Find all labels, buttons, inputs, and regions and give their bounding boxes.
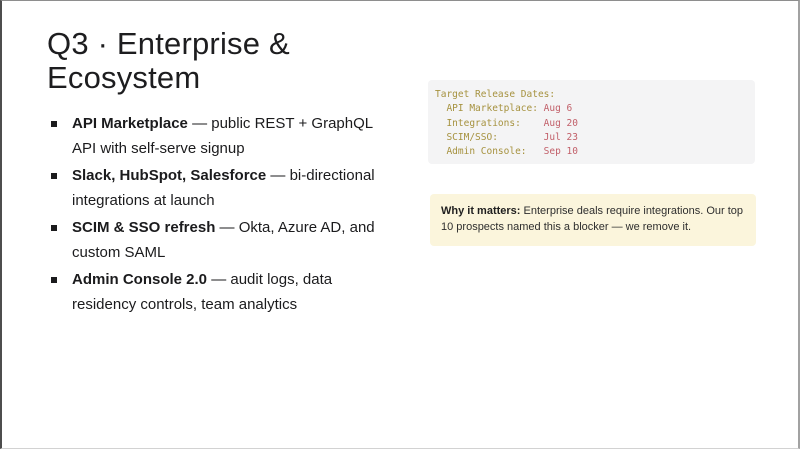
- release-date: Sep 10: [543, 146, 578, 158]
- list-item-integrations: [48, 164, 398, 213]
- release-label: Admin Console:: [435, 146, 544, 158]
- feature-list: [48, 112, 398, 320]
- release-label: API Marketplace:: [435, 103, 544, 115]
- why-it-matters-note: [430, 194, 756, 246]
- bullet-lead: Admin Console 2.0: [72, 271, 208, 288]
- bullet-lead: Slack, HubSpot, Salesforce: [72, 167, 267, 184]
- release-date-row: [435, 145, 747, 159]
- list-item-api-marketplace: [48, 112, 398, 161]
- bullet-detail: — Okta, Azure AD, and custom SAML: [72, 219, 375, 261]
- release-dates-heading: [435, 88, 747, 102]
- release-date-row: [435, 131, 747, 145]
- bullet-lead: SCIM & SSO refresh: [72, 219, 216, 236]
- release-dates-panel: [428, 80, 755, 164]
- release-label: Integrations:: [435, 117, 544, 129]
- release-date-row: [435, 102, 747, 116]
- release-date: Jul 23: [543, 131, 578, 143]
- release-date: Aug 6: [543, 103, 573, 115]
- release-date: Aug 20: [543, 117, 578, 129]
- bullet-detail: — audit logs, data residency controls, team analytics: [72, 271, 333, 313]
- list-item-admin-console: [48, 268, 398, 317]
- list-item-scim-sso: [48, 216, 398, 265]
- release-date-row: [435, 117, 747, 131]
- note-text: Enterprise deals require integrations. Our top 10 prospects named this a blocker — we remove it.: [441, 205, 744, 233]
- bullet-detail: — public REST + GraphQL API with self-serve signup: [72, 115, 373, 157]
- heading-text: Target Release Dates:: [435, 89, 556, 100]
- note-lead: Why it matters:: [441, 205, 521, 217]
- bullet-lead: API Marketplace: [72, 115, 188, 132]
- release-label: SCIM/SSO:: [435, 131, 544, 143]
- slide-title: Q3 · Enterprise & Ecosystem: [47, 26, 290, 95]
- bullet-detail: — bi-directional integrations at launch: [72, 167, 375, 209]
